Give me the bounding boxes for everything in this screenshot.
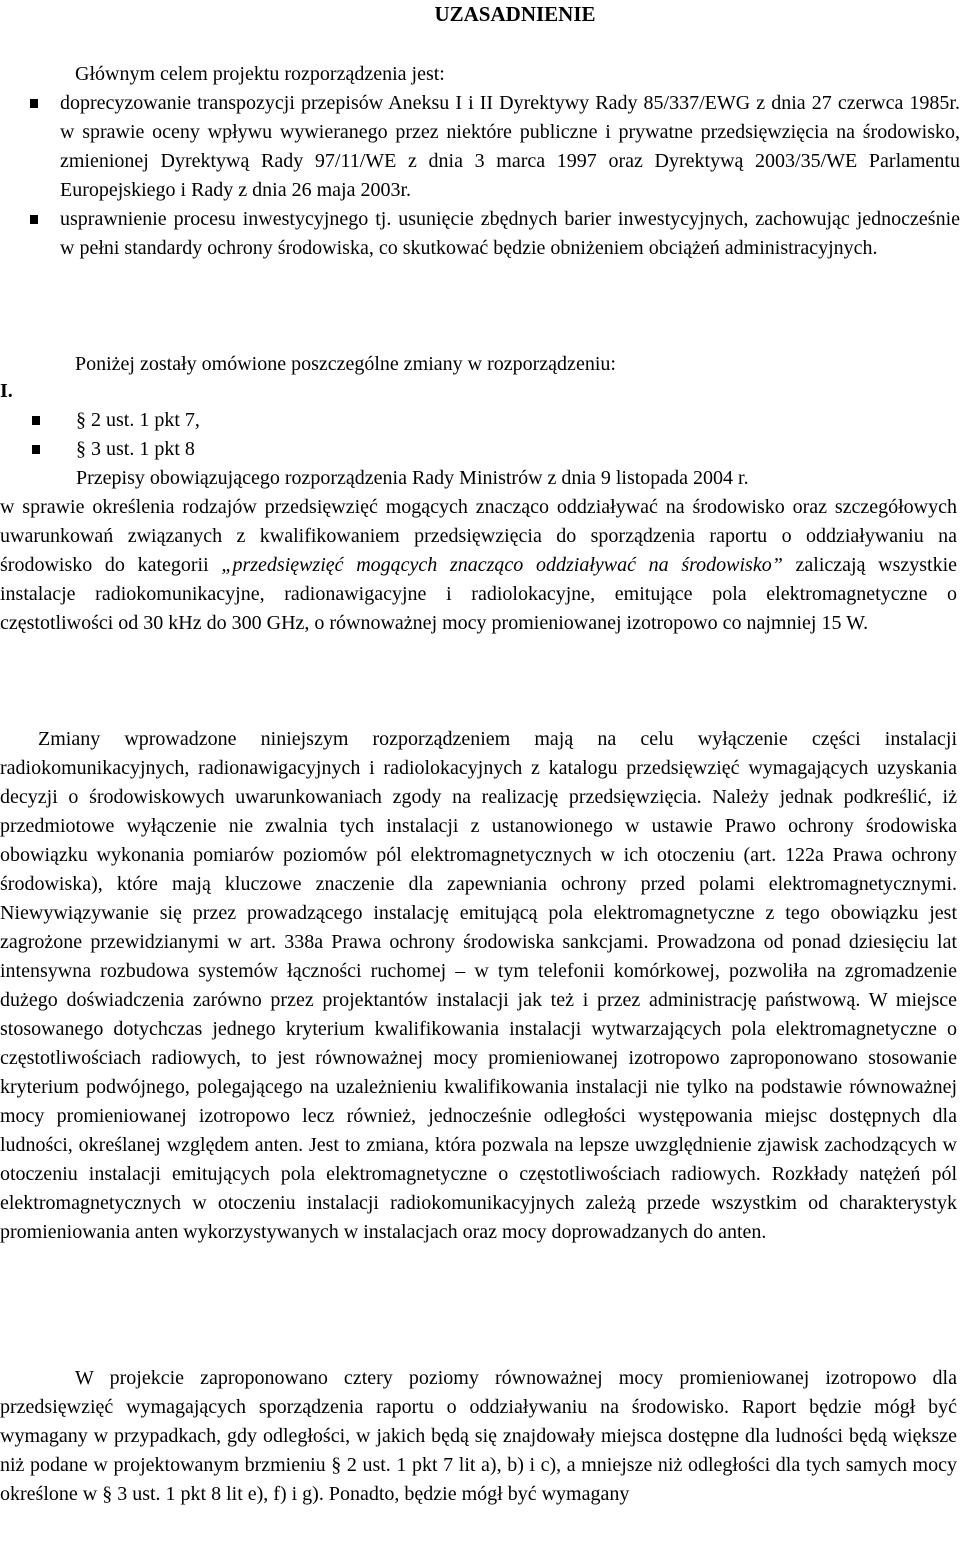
square-bullet-icon — [30, 99, 38, 108]
list-item — [0, 89, 960, 205]
square-bullet-icon — [30, 215, 38, 224]
document-title: UZASADNIENIE — [434, 2, 596, 26]
section-item-text: § 2 ust. 1 pkt 7, — [76, 409, 200, 431]
paragraph-1-body — [0, 493, 957, 638]
paragraph-1-italic-term: „przedsięwzięć mogących znacząco oddziaływać na środowisko” — [221, 554, 783, 576]
paragraph-1-text-b: zaliczają wszystkie instalacje radiokomunikacyjne, radionawigacyjne i radiolokacyjne, emitujące pola elektromagnetyczne o częstotliwości od 30 kHz do 300 GHz, o równoważnej mocy promieniowanej izotropowo co najmniej 15 W. — [0, 554, 958, 634]
square-bullet-icon — [32, 416, 40, 425]
goal-text: doprecyzowanie transpozycji przepisów Aneksu I i II Dyrektywy Rady 85/337/EWG z dnia 27 czerwca 1985r. w sprawie oceny wpływu wywieranego przez niektóre publiczne i prywatne przedsięwzięcia na środowisko, zmienionej Dyrektywą Rady 97/11/WE z dnia 3 marca 1997 oraz Dyrektywą 2003/35/WE Parlamentu Europejskiego i Rady z dnia 26 maja 2003r. — [60, 92, 960, 201]
changes-intro: Poniżej zostały omówione poszczególne zmiany w rozporządzeniu: — [75, 353, 616, 375]
section-item-text: § 3 ust. 1 pkt 8 — [76, 438, 195, 460]
goal-text: usprawnienie procesu inwestycyjnego tj. usunięcie zbędnych barier inwestycyjnych, zachowując jednocześnie w pełni standardy ochrony środowiska, co skutkować będzie obniżeniem obciążeń administracyjnych. — [60, 208, 960, 259]
list-item — [0, 205, 960, 263]
paragraph-2: Zmiany wprowadzone niniejszym rozporządzeniem mają na celu wyłączenie części instalacji radiokomunikacyjnych, radionawigacyjnych i radiolokacyjnych z katalogu przedsięwzięć wymagających uzyskania decyzji o środowiskowych uwarunkowaniach zgody na realizację przedsięwzięcia. Należy jednak podkreślić, iż przedmiotowe wyłączenie nie zwalnia tych instalacji z ustanowionego w ustawie Prawo ochrony środowiska obowiązku wykonania pomiarów poziomów pól elektromagnetycznych w ich otoczeniu (art. 122a Prawa ochrony środowiska), które mają kluczowe znaczenie dla zapewniania ochrony przed polami elektromagnetycznymi. Niewywiązywanie się przez prowadzącego instalację emitującą pola elektromagnetyczne z tego obowiązku jest zagrożone przewidzianymi w art. 338a Prawa ochrony środowiska sankcjami. Prowadzona od ponad dziesięciu lat intensywna rozbudowa systemów łączności ruchomej – w tym telefonii komórkowej, pozwoliła na zgromadzenie dużego doświadczenia zarówno przez projektantów instalacji jak też i przez administrację państwową. W miejsce stosowanego dotychczas jednego kryterium kwalifikowania instalacji wytwarzających pola elektromagnetyczne o częstotliwościach radiowych, to jest równoważnej mocy promieniowanej izotropowo zaproponowano stosowanie kryterium podwójnego, polegającego na uzależnieniu kwalifikowania instalacji nie tylko na podstawie równoważnej mocy promieniowanej izotropowo lecz również, jednocześnie odległości występowania miejsc dostępnych dla ludności, określanej względem anten. Jest to zmiana, która pozwala na lepsze uwzględnienie zjawisk zachodzących w otoczeniu instalacji emitujących pola elektromagnetyczne o częstotliwościach radiowych. Rozkłady natężeń pól elektromagnetycznych w otoczeniu instalacji radiokomunikacyjnych zależą przede wszystkim od charakterystyk promieniowania anten wykorzystywanych w instalacjach oraz mocy doprowadzanych do anten. — [0, 728, 957, 1243]
paragraph-3: W projekcie zaproponowano cztery poziomy równoważnej mocy promieniowanej izotropowo dla przedsięwzięć wymagających sporządzenia raportu o oddziaływaniu na środowisko. Raport będzie mógł być wymagany w przypadkach, gdy odległości, w jakich będą się znajdowały miejsca dostępne dla ludności będą większe niż podane w projektowanym brzmieniu § 2 ust. 1 pkt 7 lit a), b) i c), a mniejsze niż odległości dla tych samych mocy określone w § 3 ust. 1 pkt 8 lit e), f) i g). Ponadto, będzie mógł być wymagany — [0, 1367, 957, 1505]
section-numeral: I. — [0, 380, 13, 402]
intro-text: Głównym celem projektu rozporządzenia jest: — [75, 63, 445, 85]
square-bullet-icon — [32, 445, 40, 454]
paragraph-1-text-a: w sprawie określenia rodzajów przedsięwzięć mogących znacząco oddziaływać na środowisko oraz szczegółowych uwarunkowań związanych z kwalifikowaniem przedsięwzięcia do sporządzenia raportu o oddziaływaniu na środowisko do kategorii — [0, 496, 957, 576]
goals-list — [0, 89, 960, 263]
paragraph-1 — [0, 464, 957, 638]
paragraph-1-first-line: Przepisy obowiązującego rozporządzenia Rady Ministrów z dnia 9 listopada 2004 r. — [76, 467, 749, 489]
list-item — [0, 435, 960, 464]
section-items-list — [0, 406, 960, 464]
list-item — [0, 406, 960, 435]
